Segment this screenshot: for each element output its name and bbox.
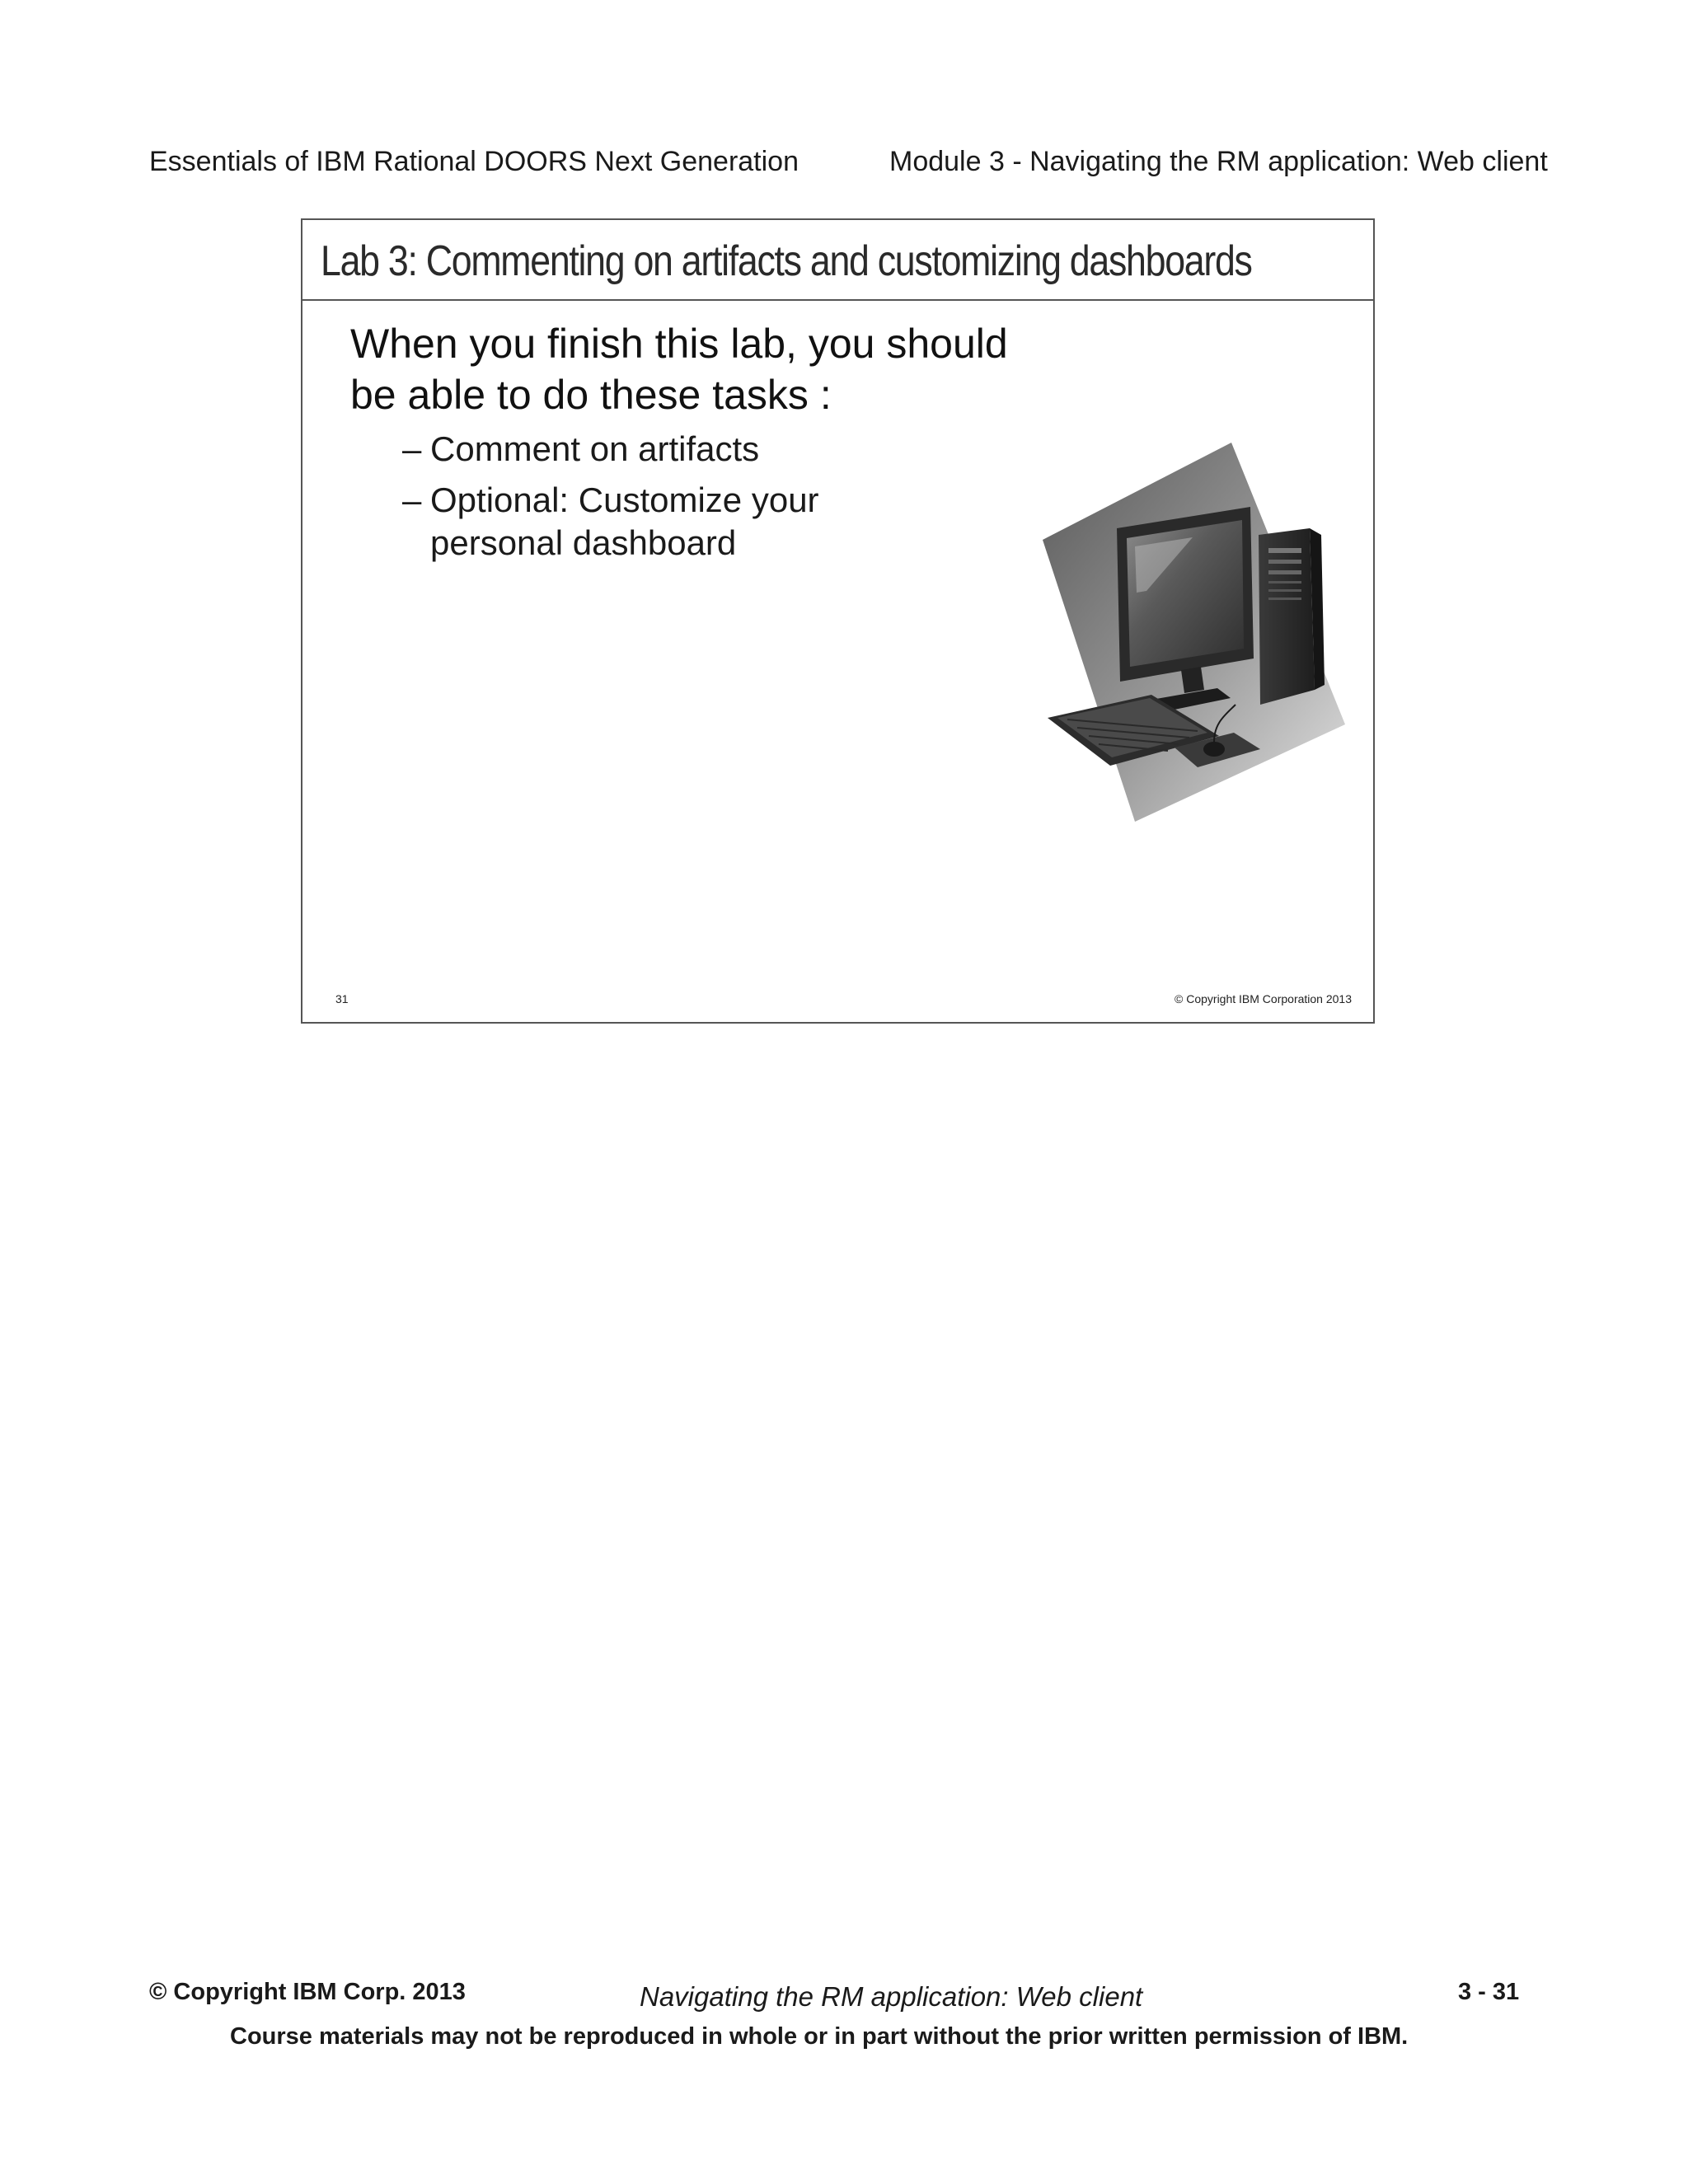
bullet-item bbox=[402, 479, 892, 565]
footer-copyright: © Copyright IBM Corp. 2013 bbox=[149, 1979, 466, 2005]
bullet-text: Optional: Customize your personal dashboard bbox=[430, 480, 819, 562]
course-title: Essentials of IBM Rational DOORS Next Generation bbox=[149, 146, 799, 177]
bullet-marker: – bbox=[402, 480, 422, 519]
slide-copyright: © Copyright IBM Corporation 2013 bbox=[1175, 992, 1352, 1005]
footer-notice: Course materials may not be reproduced in whole or in part without the prior written permission of IBM. bbox=[230, 2023, 1409, 2050]
slide-title-bar bbox=[302, 220, 1373, 301]
slide-title: Lab 3: Commenting on artifacts and customizing dashboards bbox=[321, 237, 1252, 285]
slide-intro-text: When you finish this lab, you should be able to do these tasks : bbox=[350, 321, 1008, 418]
bullet-text: Comment on artifacts bbox=[430, 429, 760, 468]
module-title: Module 3 - Navigating the RM application: Web client bbox=[889, 146, 1548, 177]
footer-page-number: 3 - 31 bbox=[1458, 1979, 1520, 2005]
slide-number: 31 bbox=[335, 992, 349, 1005]
desktop-computer-icon bbox=[1028, 443, 1374, 822]
footer-module-name: Navigating the RM application: Web client bbox=[640, 1981, 1143, 2012]
bullet-marker: – bbox=[402, 429, 422, 468]
slide-frame bbox=[301, 218, 1375, 1024]
bullet-item bbox=[402, 428, 760, 471]
